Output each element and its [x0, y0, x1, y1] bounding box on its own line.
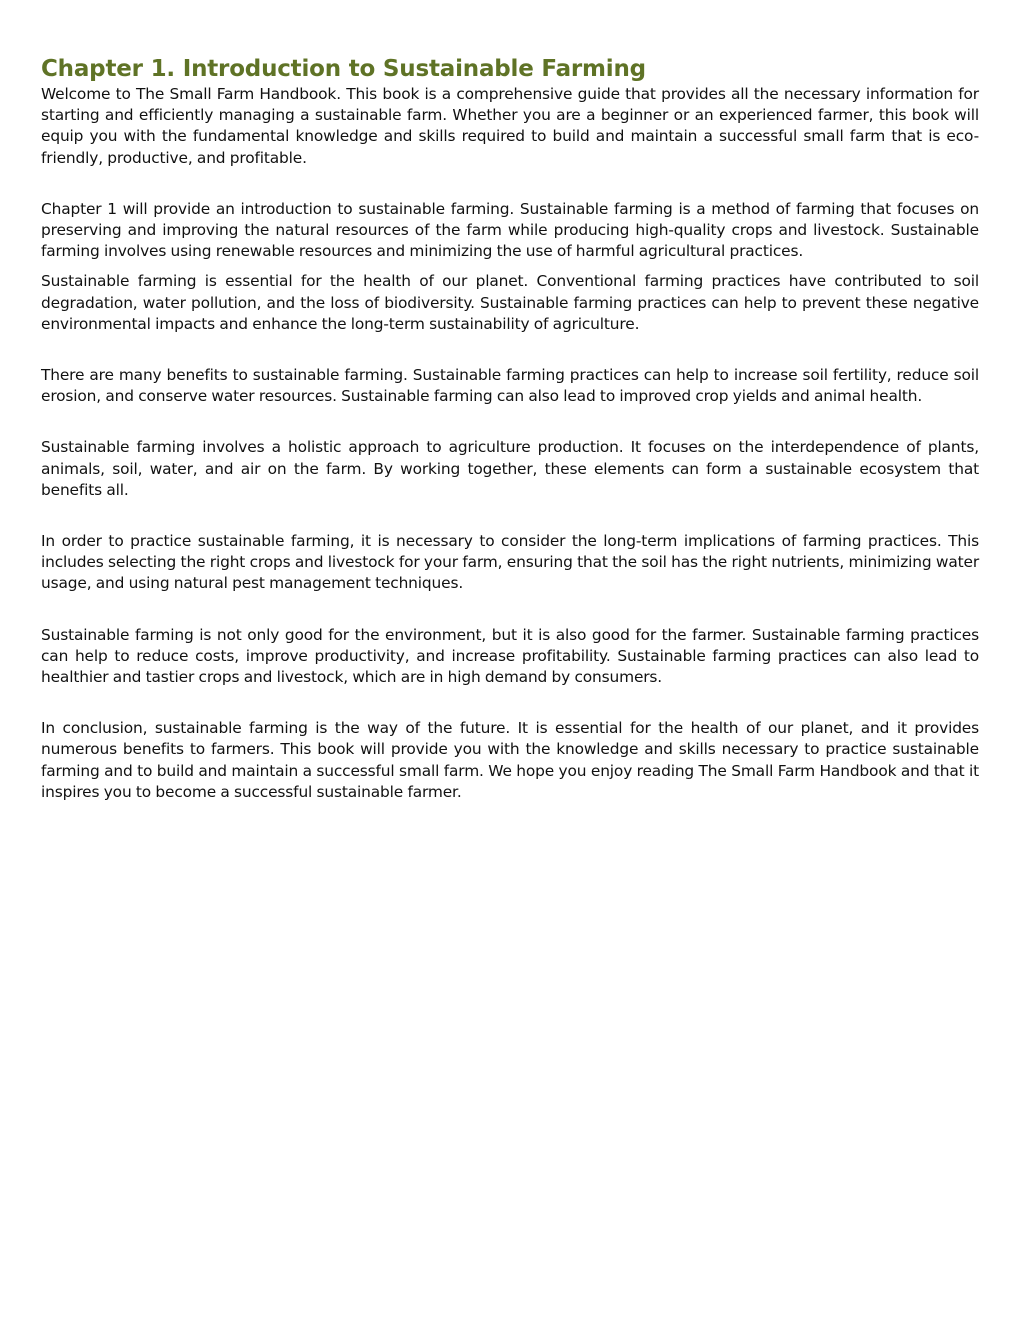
document-page [41, 54, 979, 803]
paragraph-benefits: There are many benefits to sustainable farming. Sustainable farming practices can help to increase soil fertility, reduce soil erosion, and conserve water resources. Sustainable farming can also lead to improved crop yields and animal health. [41, 366, 979, 406]
paragraph-intro: Welcome to The Small Farm Handbook. This book is a comprehensive guide that provides all the necessary information for starting and efficiently managing a sustainable farm. Whether you are a beginner or an experienced farmer, this book will equip you with the fundamental knowledge and skills required to build and maintain a successful small farm that is eco-friendly, productive, and profitable. [41, 85, 979, 167]
chapter-title: Chapter 1. Introduction to Sustainable Farming [41, 56, 646, 82]
paragraph-long-term-practice: In order to practice sustainable farming, it is necessary to consider the long-term implications of farming practices. This includes selecting the right crops and livestock for your farm, ensuring that the soil has the right nutrients, minimizing water usage, and using natural pest management techniques. [41, 532, 979, 593]
paragraph-farmer-benefits: Sustainable farming is not only good for the environment, but it is also good for the farmer. Sustainable farming practices can help to reduce costs, improve productivity, and increase profitability. Sustainable farming practices can also lead to healthier and tastier crops and livestock, which are in high demand by consumers. [41, 625, 979, 687]
paragraph-conclusion: In conclusion, sustainable farming is the way of the future. It is essential for the health of our planet, and it provides numerous benefits to farmers. This book will provide you with the knowledge and skills necessary to practice sustainable farming and to build and maintain a successful small farm. We hope you enjoy reading The Small Farm Handbook and that it inspires you to become a successful sustainable farmer. [41, 719, 979, 801]
paragraph-planet-health: Sustainable farming is essential for the health of our planet. Conventional farming practices have contributed to soil degradation, water pollution, and the loss of biodiversity. Sustainable farming practices can help to prevent these negative environmental impacts and enhance the long-term sustainability of agriculture. [41, 272, 979, 333]
paragraph-holistic-approach: Sustainable farming involves a holistic approach to agriculture production. It focuses on the interdependence of plants, animals, soil, water, and air on the farm. By working together, these elements can form a sustainable ecosystem that benefits all. [41, 438, 979, 499]
paragraph-chapter-overview: Chapter 1 will provide an introduction to sustainable farming. Sustainable farming is a method of farming that focuses on preserving and improving the natural resources of the farm while producing high-quality crops and livestock. Sustainable farming involves using renewable resources and minimizing the use of harmful agricultural practices. [41, 199, 979, 261]
